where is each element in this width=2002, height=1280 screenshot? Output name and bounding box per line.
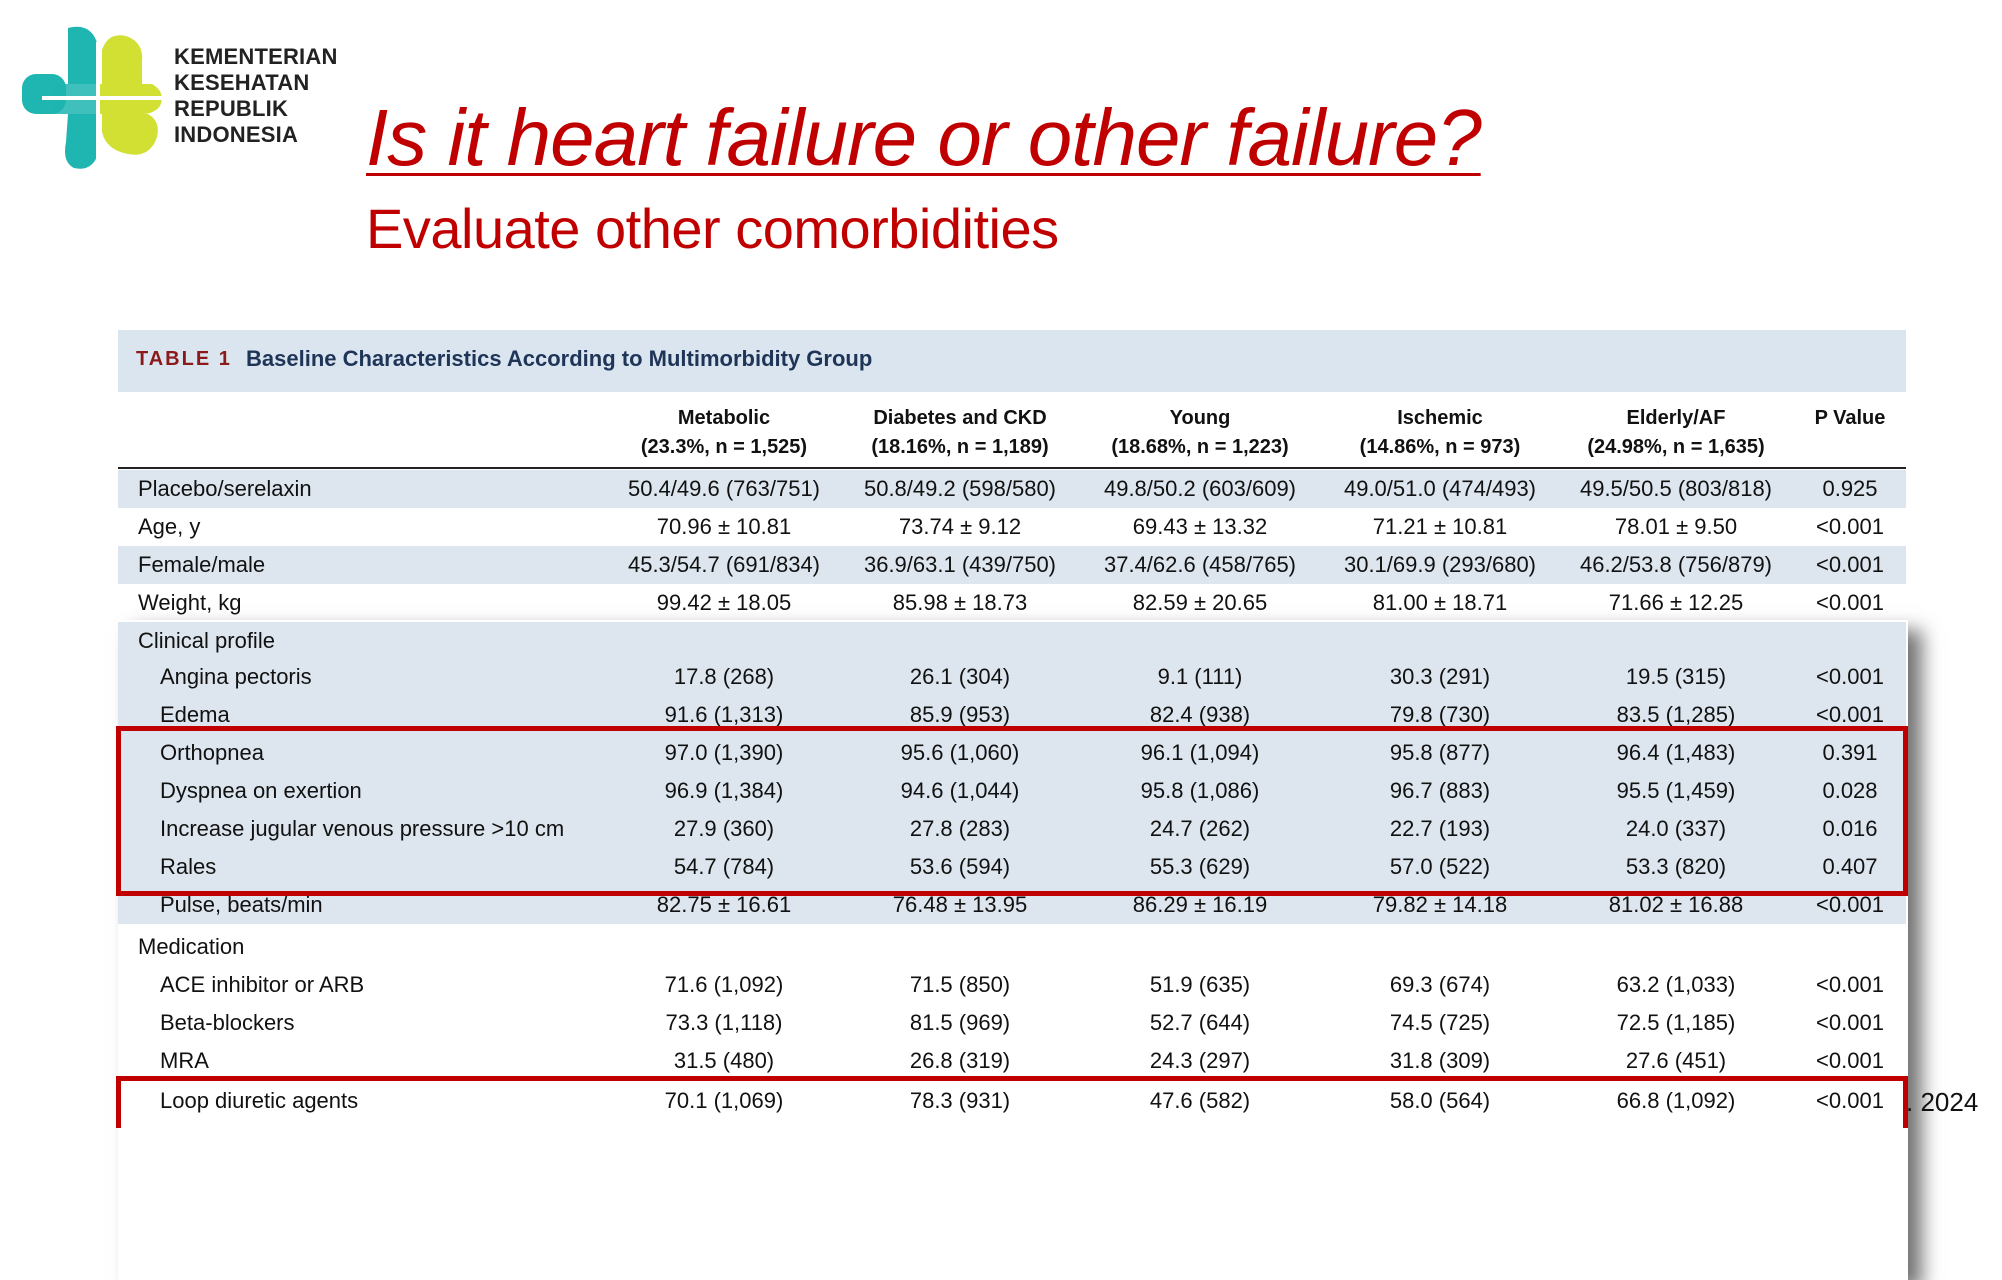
table-row: [118, 584, 1906, 622]
column-header: [840, 404, 1080, 462]
table-cell: 49.8/50.2 (603/609): [1103, 476, 1297, 501]
table-cell: 86.29 ± 16.19: [1132, 892, 1268, 917]
table-cell: 9.1 (111): [1157, 664, 1243, 689]
table-cell: 26.1 (304): [909, 664, 1011, 689]
table-row: [118, 546, 1906, 584]
slide-subtitle: Evaluate other comorbidities: [366, 197, 1059, 260]
table-caption: Baseline Characteristics According to Multimorbidity Group: [246, 346, 873, 371]
row-label: Medication: [138, 934, 245, 959]
highlight-box-symptoms: [116, 726, 1908, 896]
table-cell: 97.0 (1,390): [664, 740, 784, 765]
table-cell: <0.001: [1816, 664, 1884, 689]
table-cell: 76.48 ± 13.95: [892, 892, 1028, 917]
table-cell: 70.1 (1,069): [664, 1088, 784, 1113]
ministry-logo: [22, 22, 340, 172]
row-label: Female/male: [138, 552, 266, 577]
table-cell: 81.02 ± 16.88: [1608, 892, 1744, 917]
table-cell: 27.6 (451): [1625, 1048, 1727, 1073]
table-cell: 24.7 (262): [1149, 816, 1251, 841]
table-cell: <0.001: [1816, 702, 1884, 727]
row-label: Loop diuretic agents: [160, 1088, 359, 1113]
table-cell: <0.001: [1816, 590, 1884, 615]
table-cell: [604, 928, 844, 966]
table-cell: [840, 622, 1080, 660]
logo-line: INDONESIA: [174, 122, 299, 147]
column-header-detail: P Value: [1814, 407, 1886, 429]
highlight-box-loop-diuretics: [116, 1076, 1908, 1128]
table-cell: 22.7 (193): [1389, 816, 1491, 841]
row-label: Edema: [160, 702, 230, 727]
table-cell: 57.0 (522): [1389, 854, 1491, 879]
column-header-name: Elderly/AF: [1626, 407, 1726, 429]
table-cell: 55.3 (629): [1149, 854, 1251, 879]
column-header-detail: (18.68%, n = 1,223): [1111, 436, 1289, 458]
table-number: TABLE 1: [136, 348, 232, 370]
column-header-name: Metabolic: [677, 407, 771, 429]
column-header-name: Young: [1169, 407, 1231, 429]
table-cell: 51.9 (635): [1149, 972, 1251, 997]
table-cell: 19.5 (315): [1625, 664, 1727, 689]
table-cell: [604, 622, 844, 660]
table-cell: 69.43 ± 13.32: [1132, 514, 1268, 539]
column-header-detail: (18.16%, n = 1,189): [871, 436, 1049, 458]
table-cell: 24.0 (337): [1625, 816, 1727, 841]
row-label: Increase jugular venous pressure >10 cm: [160, 816, 565, 841]
table-row: [118, 966, 1906, 1004]
logo-line: KEMENTERIAN: [174, 44, 338, 69]
table-cell: 49.5/50.5 (803/818): [1579, 476, 1773, 501]
table-cell: <0.001: [1816, 892, 1884, 917]
row-label: Age, y: [138, 514, 201, 539]
table-cell: 95.5 (1,459): [1616, 778, 1736, 803]
table-cell: 27.8 (283): [909, 816, 1011, 841]
slide-title: Is it heart failure or other failure?: [366, 93, 1481, 182]
table-cell: 50.4/49.6 (763/751): [627, 476, 821, 501]
table-cell: 94.6 (1,044): [900, 778, 1020, 803]
table-cell: 30.3 (291): [1389, 664, 1491, 689]
table-cell: <0.001: [1816, 1048, 1884, 1073]
row-label: Angina pectoris: [160, 664, 312, 689]
row-label: ACE inhibitor or ARB: [160, 972, 365, 997]
table-cell: 95.6 (1,060): [900, 740, 1020, 765]
table-cell: 71.6 (1,092): [664, 972, 784, 997]
logo-wordmark: [174, 44, 338, 148]
row-label: Pulse, beats/min: [160, 892, 323, 917]
table-cell: 96.1 (1,094): [1140, 740, 1260, 765]
table-cell: <0.001: [1816, 1088, 1884, 1113]
table-cell: 24.3 (297): [1149, 1048, 1251, 1073]
table-cell: 91.6 (1,313): [664, 702, 784, 727]
table-cell: 54.7 (784): [673, 854, 775, 879]
column-header: [604, 404, 844, 462]
table-cell: 31.8 (309): [1389, 1048, 1491, 1073]
table-cell: 52.7 (644): [1149, 1010, 1251, 1035]
logo-emblem-icon: [22, 22, 162, 172]
row-label: Rales: [160, 854, 217, 879]
table-cell: 0.028: [1822, 778, 1878, 803]
table-cell: 36.9/63.1 (439/750): [863, 552, 1057, 577]
table-row: [118, 622, 1906, 660]
table-cell: 63.2 (1,033): [1616, 972, 1736, 997]
table-cell: 95.8 (1,086): [1140, 778, 1260, 803]
table-cell: [1080, 928, 1320, 966]
table-cell: 17.8 (268): [673, 664, 775, 689]
table-cell: 71.5 (850): [909, 972, 1011, 997]
table-cell: 50.8/49.2 (598/580): [863, 476, 1057, 501]
table-cell: 83.5 (1,285): [1616, 702, 1736, 727]
column-header-detail: (14.86%, n = 973): [1359, 436, 1521, 458]
column-header-detail: (24.98%, n = 1,635): [1587, 436, 1765, 458]
table-cell: [1320, 622, 1560, 660]
table-cell: 53.3 (820): [1625, 854, 1727, 879]
column-header-name: Ischemic: [1397, 407, 1483, 429]
table-cell: [1320, 928, 1560, 966]
table-cell: 81.5 (969): [909, 1010, 1011, 1035]
row-label: Beta-blockers: [160, 1010, 295, 1035]
table-row: [118, 658, 1906, 696]
table-cell: 31.5 (480): [673, 1048, 775, 1073]
table-cell: [1080, 622, 1320, 660]
row-label: MRA: [160, 1048, 209, 1073]
table-row: [118, 470, 1906, 508]
table-cell: 96.9 (1,384): [664, 778, 784, 803]
table-cell: [1730, 928, 1970, 966]
table-cell: <0.001: [1816, 972, 1884, 997]
table-cell: 78.01 ± 9.50: [1614, 514, 1738, 539]
table-cell: 73.3 (1,118): [665, 1010, 783, 1035]
row-label: Orthopnea: [160, 740, 264, 765]
logo-line: KESEHATAN: [174, 70, 310, 95]
table-cell: 82.75 ± 16.61: [656, 892, 792, 917]
table-cell: <0.001: [1816, 552, 1884, 577]
table-cell: 69.3 (674): [1389, 972, 1491, 997]
table-cell: 82.59 ± 20.65: [1132, 590, 1268, 615]
table-cell: 58.0 (564): [1389, 1088, 1491, 1113]
table-cell: 70.96 ± 10.81: [656, 514, 792, 539]
column-header-name: Diabetes and CKD: [873, 407, 1047, 429]
table-row: [118, 1004, 1906, 1042]
table-cell: 85.9 (953): [909, 702, 1011, 727]
table-cell: 45.3/54.7 (691/834): [627, 552, 821, 577]
table-cell: 99.42 ± 18.05: [656, 590, 792, 615]
logo-line: REPUBLIK: [174, 96, 289, 121]
table-cell: 71.66 ± 12.25: [1608, 590, 1744, 615]
table-cell: 30.1/69.9 (293/680): [1343, 552, 1537, 577]
column-header: [1320, 404, 1560, 462]
header-rule: [118, 467, 1906, 469]
column-header: [1730, 404, 1970, 433]
table-cell: 78.3 (931): [909, 1088, 1011, 1113]
table-cell: 95.8 (877): [1389, 740, 1491, 765]
table-cell: 49.0/51.0 (474/493): [1343, 476, 1537, 501]
table-cell: 73.74 ± 9.12: [898, 514, 1022, 539]
table-cell: 37.4/62.6 (458/765): [1103, 552, 1297, 577]
table-cell: [1730, 622, 1970, 660]
table-cell: [840, 928, 1080, 966]
table-cell: 74.5 (725): [1389, 1010, 1491, 1035]
table-cell: <0.001: [1816, 1010, 1884, 1035]
table-row: [118, 508, 1906, 546]
table-cell: 79.8 (730): [1389, 702, 1491, 727]
table-row: [118, 928, 1906, 966]
column-header: [1080, 404, 1320, 462]
table-row: [118, 1042, 1906, 1080]
table-header-bar: [118, 330, 1906, 392]
row-label: Weight, kg: [138, 590, 242, 615]
table-cell: 46.2/53.8 (756/879): [1579, 552, 1773, 577]
table-cell: 27.9 (360): [673, 816, 775, 841]
table-cell: 47.6 (582): [1149, 1088, 1251, 1113]
table-cell: 53.6 (594): [909, 854, 1011, 879]
row-label: Placebo/serelaxin: [138, 476, 312, 501]
reference-fragment: . 2024: [1906, 1087, 1979, 1117]
table-cell: <0.001: [1816, 514, 1884, 539]
table-cell: 81.00 ± 18.71: [1372, 590, 1508, 615]
table-cell: 96.7 (883): [1389, 778, 1491, 803]
table-cell: 72.5 (1,185): [1616, 1010, 1736, 1035]
table-cell: 66.8 (1,092): [1616, 1088, 1736, 1113]
table-cell: 82.4 (938): [1149, 702, 1251, 727]
table-cell: 85.98 ± 18.73: [892, 590, 1028, 615]
table-cell: 71.21 ± 10.81: [1372, 514, 1508, 539]
table-cell: 96.4 (1,483): [1616, 740, 1736, 765]
table-cell: 0.391: [1822, 740, 1878, 765]
row-label: Clinical profile: [138, 628, 275, 653]
row-label: Dyspnea on exertion: [160, 778, 362, 803]
table-cell: 0.407: [1822, 854, 1878, 879]
table-cell: 26.8 (319): [909, 1048, 1011, 1073]
table-cell: 0.016: [1822, 816, 1878, 841]
column-header-detail: (23.3%, n = 1,525): [640, 436, 808, 458]
table-cell: 0.925: [1822, 476, 1878, 501]
table-cell: 79.82 ± 14.18: [1372, 892, 1508, 917]
